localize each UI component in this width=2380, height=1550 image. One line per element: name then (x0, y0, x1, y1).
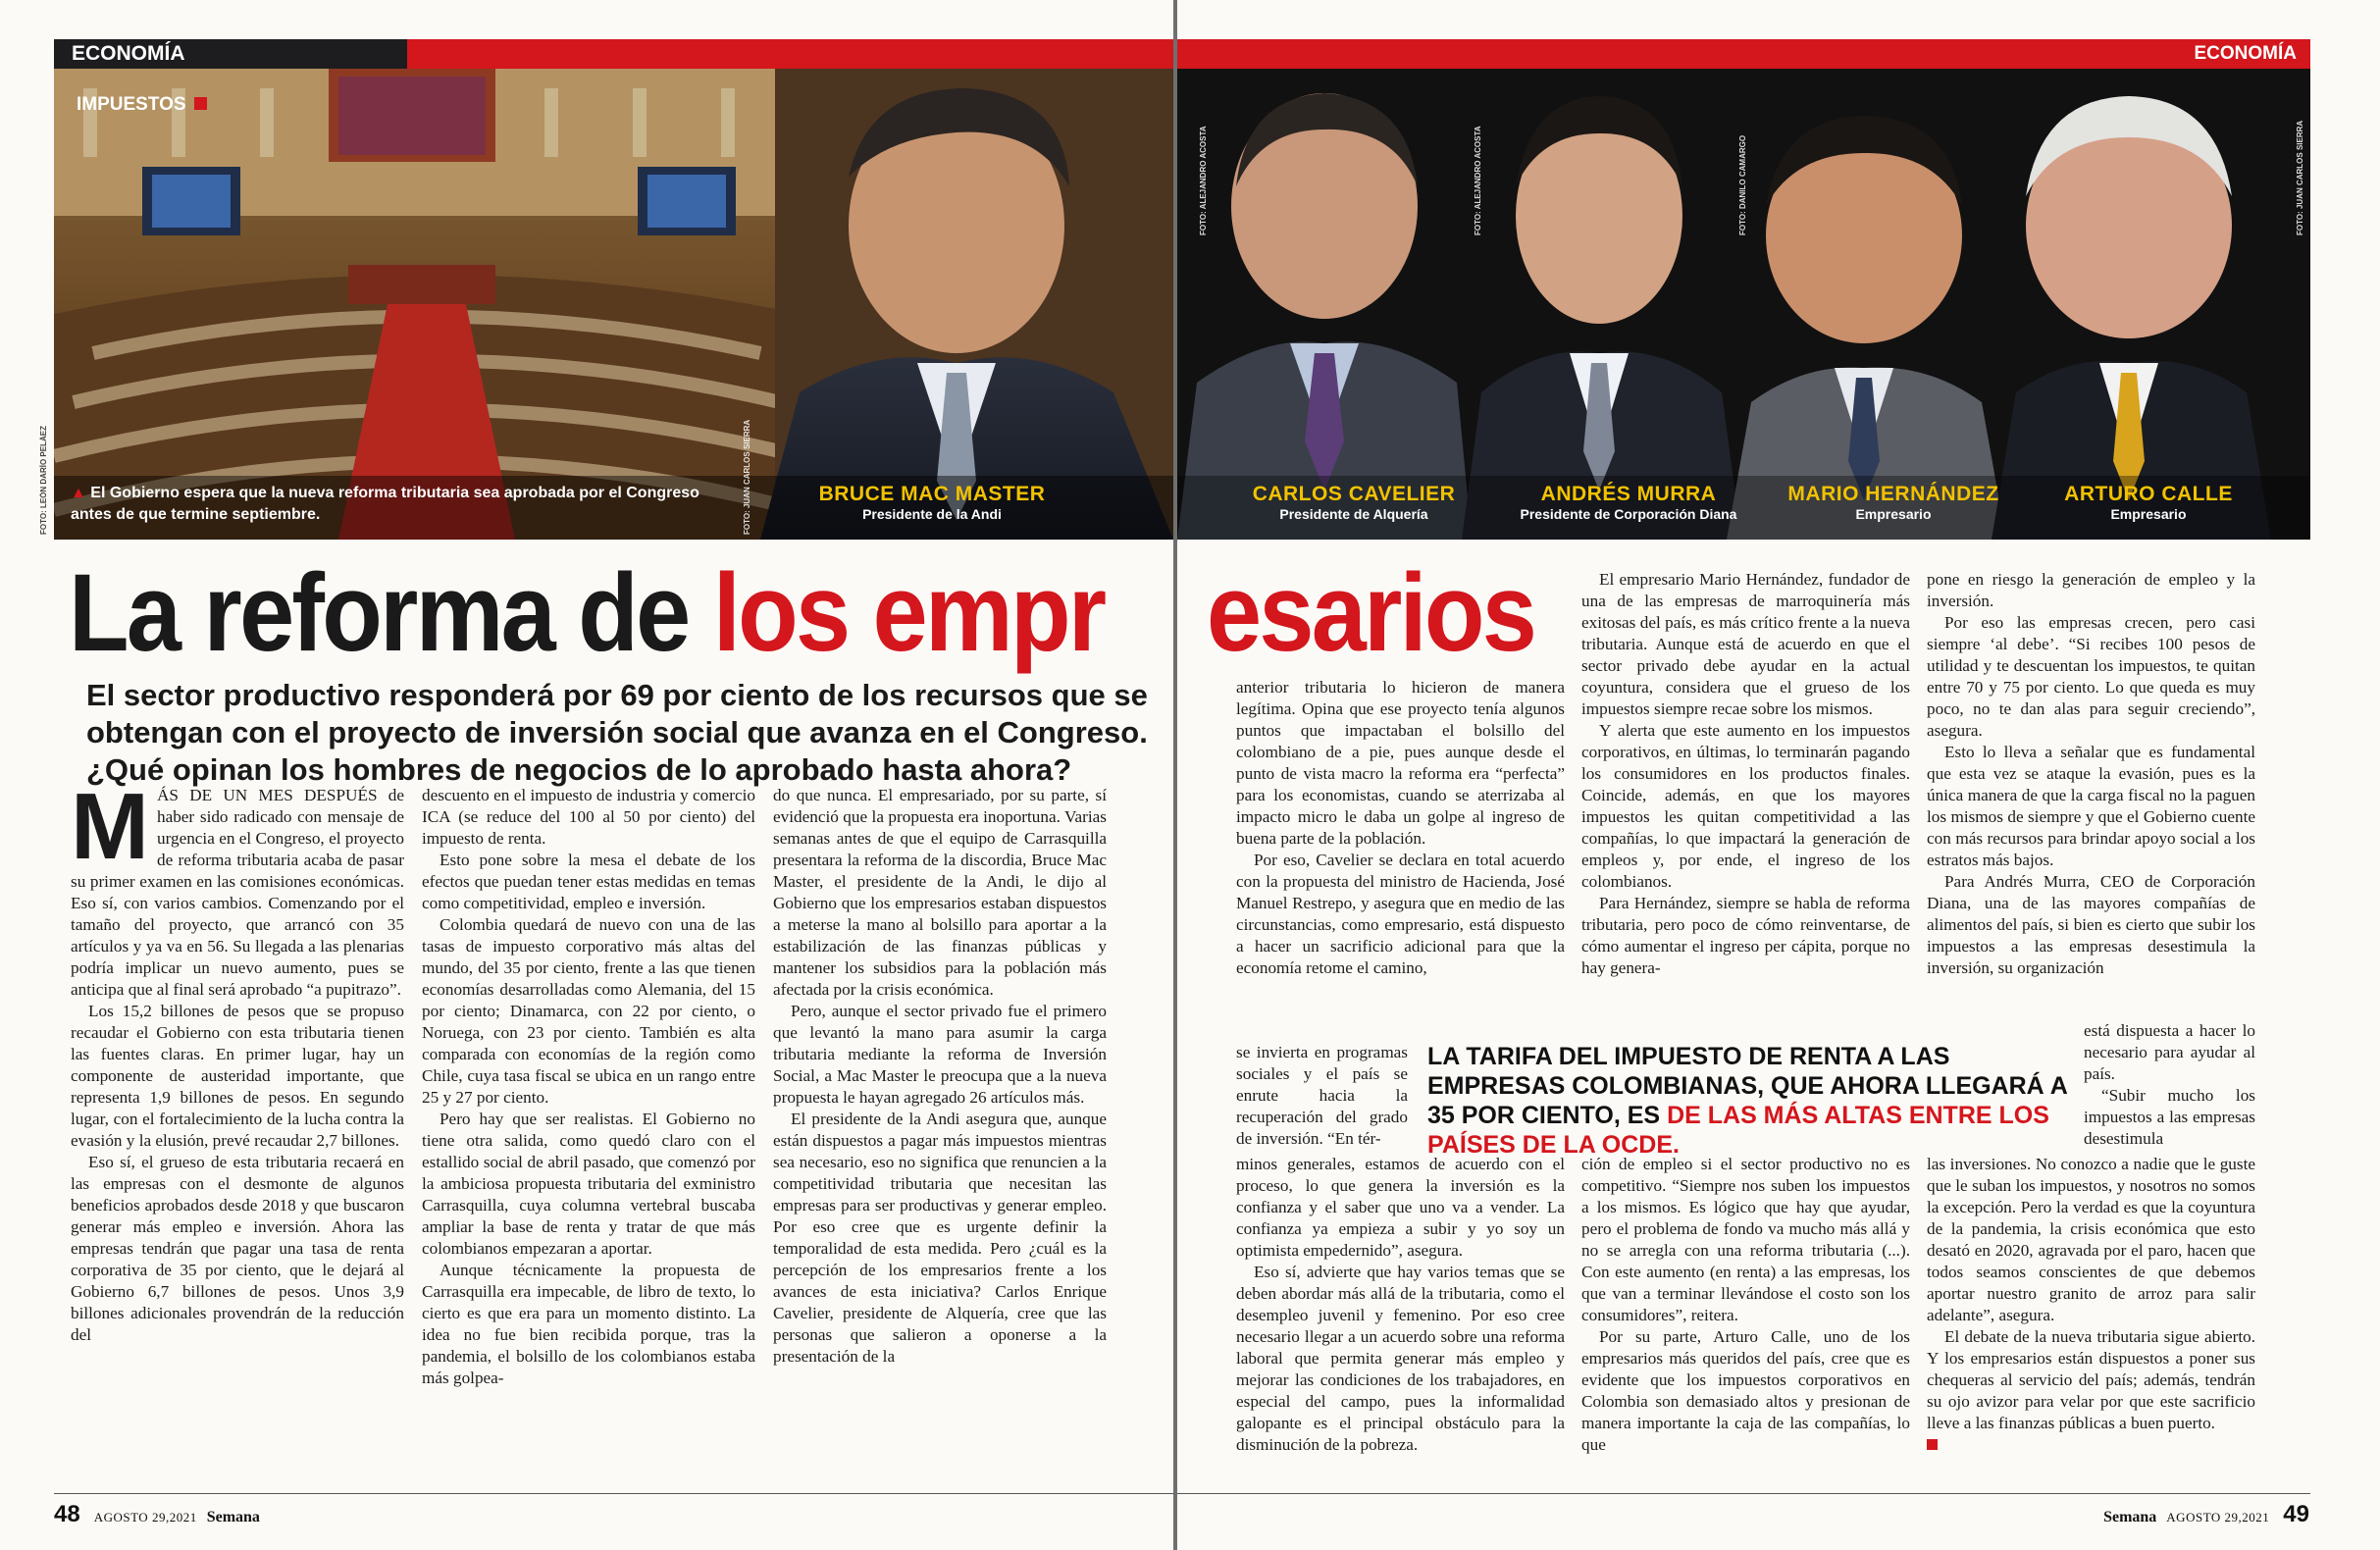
person-name: BRUCE MAC MASTER (818, 483, 1046, 505)
photo-credit: FOTO: ALEJANDRO ACOSTA (1199, 126, 1208, 235)
person-caption-cavelier (1236, 483, 1472, 522)
person-caption-mac-master (785, 483, 1079, 522)
paragraph: está dispuesta a hacer lo necesario para ayudar al país. (2084, 1021, 2255, 1083)
right-column-2-top (1581, 569, 1910, 1030)
paragraph: Pero, aunque el sector privado fue el primero que levantó la mano para asumir la carga tributaria mediante la reforma de Inversión Social, a Mac Master le preocupa que a la nueva propuesta le hayan agregado 26 artículos más. (773, 1002, 1107, 1107)
page-number: 49 (2283, 1501, 2309, 1527)
paragraph: se invierta en programas sociales y el país se enrute hacia la recuperación del grado de inversión. “En tér- (1236, 1043, 1408, 1148)
right-column-3-top (1927, 569, 2255, 1020)
photo-credit: FOTO: JUAN CARLOS SIERRA (2296, 120, 2304, 235)
photo-caption-text: El Gobierno espera que la nueva reforma tributaria sea aprobada por el Congreso antes de que termine septiembre. (71, 485, 699, 523)
person-name: ANDRÉS MURRA (1540, 483, 1717, 505)
paragraph: Aunque técnicamente la propuesta de Carrasquilla era impecable, de libro de texto, lo cierto es que era para un momento distinto. La idea no fue bien recibida porque, tras la pandemia, el bolsillo de los colombianos estaba más golpea- (422, 1261, 755, 1387)
deck: El sector productivo responderá por 69 por ciento de los recursos que se obtengan con el proyecto de inversión social que avanza en el Congreso. ¿Qué opinan los hombres de negocios de lo aprobado hasta ahora? (86, 678, 1148, 787)
paragraph: Por eso las empresas crecen, pero casi siempre ‘al debe’. “Si recibes 100 pesos de utilidad y te descuentan los impuestos, te quitan entre 70 y 75 por ciento. Lo que queda es muy poco, no te dan alas para seguir creciendo”, asegura. (1927, 613, 2255, 740)
paragraph: ción de empleo si el sector productivo no es competitivo. “Siempre nos suben los impuestos a los mismos. Es lógico que hay que ayudar, pero el problema de fondo va mucho más allá y no se arregla con una reforma tributaria (...). Con este aumento (en renta) a las empresas, los que van a terminar llevándose el costo son los consumidores”, reitera. (1581, 1155, 1910, 1324)
person-caption-murra (1496, 483, 1761, 522)
end-square-icon (1927, 1439, 1938, 1450)
right-column-3-narrow (2084, 1020, 2255, 1152)
paragraph: Eso sí, advierte que hay varios temas que se deben abordar más allá de la tributaria, como el desempleo juvenil y femenino. Por eso cree necesario llegar a un acuerdo sobre una reforma laboral que permita generar más empleo y mejorar las condiciones de los trabajadores, en especial del campo, pues la informalidad galopante es el principal obstáculo para la disminución de la pobreza. (1236, 1263, 1565, 1454)
right-page (1177, 0, 2380, 1550)
paragraph: minos generales, estamos de acuerdo con el proceso, lo que genera la inversión es la confianza y el saber que uno va a vender. La confianza ya empieza a subir y yo soy un optimista empedernido”, asegura. (1236, 1155, 1565, 1260)
paragraph: El debate de la nueva tributaria sigue abierto. Y los empresarios están dispuestos a poner sus chequeras al servicio del país; además, tendrán su ojo avizor para velar por que este sacrificio lleve a las finanzas públicas a buen puerto. (1927, 1327, 2255, 1432)
paragraph: Y alerta que este aumento en los impuestos corporativos, en últimas, lo terminarán pagando los consumidores en los productos finales. Coincide, además, en que los mayores impuestos les quitan competitividad a las compañías, lo que impactará la generación de empleos y, por ende, el ingreso de los colombianos. (1581, 721, 1910, 891)
left-page (0, 0, 1173, 1550)
left-column-2 (422, 785, 755, 1491)
right-column-3-bottom (1927, 1154, 2255, 1487)
left-column-3 (773, 785, 1107, 1491)
person-name: MARIO HERNÁNDEZ (1787, 483, 1999, 505)
page-number: 48 (54, 1501, 80, 1527)
paragraph: Por su parte, Arturo Calle, uno de los empresarios más queridos del país, cree que es evidente que los impuestos corporativos en Colombia son demasiado altos y presionan de manera importante la caja de las compañías, lo que (1581, 1327, 1910, 1454)
paragraph: Esto pone sobre la mesa el debate de los efectos que puedan tener estas medidas en temas como competitividad, empleo e inversión. (422, 851, 755, 912)
headline-red: los empr (712, 551, 1105, 674)
paragraph: Eso sí, el grueso de esta tributaria recaerá en las empresas con el desmonte de algunos beneficios aprobados desde 2018 y que buscaron generar más empleo e inversión. Ahora las empresas tendrán que pagar una tasa de renta corporativa de 35 por ciento, que le dejará al Gobierno 6,7 billones de pesos. Unos 3,9 billones adicionales provendrán de la reducción del (71, 1153, 404, 1344)
photo-credit: FOTO: ALEJANDRO ACOSTA (1474, 126, 1482, 235)
photo-credit-congress: FOTO: LEÓN DARÍO PELÁEZ (39, 426, 48, 535)
pull-quote (1427, 1042, 2075, 1160)
caption-triangle-icon: ▲ (71, 485, 86, 501)
paragraph: Por eso, Cavelier se declara en total acuerdo con la propuesta del ministro de Hacienda, José Manuel Restrepo, y asegura que en medio de las circunstancias, como empresario, está dispuesto a hacer un sacrificio adicional para que la economía retome el camino, (1236, 851, 1565, 977)
headline-black: La reforma de (69, 551, 689, 674)
headline (69, 551, 1105, 674)
headline-continued: esarios (1207, 551, 1535, 674)
footer-rule (1177, 1493, 2310, 1494)
person-role: Presidente de Alquería (1279, 506, 1428, 522)
brand: Semana (206, 1509, 260, 1525)
right-column-1-narrow (1236, 1042, 1408, 1152)
person-caption-hernandez (1776, 483, 2011, 522)
section-bar (54, 39, 407, 69)
pull-quote-black: LA TARIFA DEL IMPUESTO DE RENTA A LAS EMPRESAS COLOMBIANAS, QUE AHORA LLEGARÁ A 35 POR CIENTO, ES (1427, 1043, 2067, 1129)
person-role: Empresario (1855, 506, 1932, 522)
photo-credit: FOTO: DANILO CAMARGO (1738, 134, 1747, 235)
section-bar-red (407, 39, 1173, 69)
tag-square-icon (194, 97, 207, 110)
footer-right (2103, 1501, 2309, 1528)
paragraph: Para Andrés Murra, CEO de Corporación Diana, una de las mayores compañías de alimentos del país, si bien es cierto que subir los impuestos a las empresas desestimula la inversión, su organización (1927, 872, 2255, 977)
tag (77, 94, 207, 116)
paragraph: pone en riesgo la generación de empleo y la inversión. (1927, 570, 2255, 610)
paragraph: descuento en el impuesto de industria y comercio ICA (se reduce del 100 al 50 por ciento) del impuesto de renta. (422, 786, 755, 848)
photo-credit-portrait: FOTO: JUAN CARLOS SIERRA (743, 419, 751, 535)
tag-label: IMPUESTOS (77, 94, 186, 115)
person-caption-calle (2041, 483, 2256, 522)
footer-rule (54, 1493, 1173, 1494)
person-name: CARLOS CAVELIER (1252, 483, 1456, 505)
paragraph: “Subir mucho los impuestos a las empresas desestimula (2084, 1086, 2255, 1148)
paragraph: El presidente de la Andi asegura que, aunque están dispuestos a pagar más impuestos mientras sea necesario, eso no significa que renuncien a la competitividad tributaria que necesitan las empresas para ser productivas y generar empleo. Por eso cree que es urgente definir la temporalidad de esta medida. Pero ¿cuál es la percepción de los empresarios frente a los avances de esta iniciativa? Carlos Enrique Cavelier, presidente de Alquería, cree que las personas que salieron a oponerse a la presentación de la (773, 1110, 1107, 1366)
page-date: AGOSTO 29,2021 (2166, 1510, 2270, 1524)
right-column-1-bottom (1236, 1154, 1565, 1487)
dropcap: M (71, 785, 149, 879)
brand: Semana (2103, 1509, 2157, 1525)
person-role: Empresario (2110, 506, 2187, 522)
paragraph: Para Hernández, siempre se habla de reforma tributaria, pero poco de cómo reinventarse, de cómo aumentar el ingreso per cápita, porque no hay genera- (1581, 894, 1910, 977)
congress-photo (54, 69, 1173, 540)
section-label: ECONOMÍA (2194, 43, 2297, 64)
person-name: ARTURO CALLE (2064, 483, 2233, 505)
section-bar-red (1177, 39, 2310, 69)
left-column-1 (71, 785, 404, 1491)
page-date: AGOSTO 29,2021 (93, 1510, 197, 1524)
paragraph: ÁS DE UN MES DESPUÉS de haber sido radicado con mensaje de urgencia en el Congreso, el proyecto de reforma tributaria acaba de pasar su primer examen en las comisiones económicas. Eso sí, con varios cambios. Comenzando por el tamaño del proyecto, que arrancó con 35 artículos y ya va en 56. Su llegada a las plenarias podría implicar un nuevo aumento, pues se anticipa que al final será aprobado “a pupitrazo”. (71, 786, 404, 999)
paragraph: do que nunca. El empresariado, por su parte, sí evidenció que la propuesta era inoportuna. Varias semanas antes de que el equipo de Carrasquilla presentara la reforma de la discordia, Bruce Mac Master, el presidente de la Andi, le dijo al Gobierno que los empresarios estaban dispuestos a meterse la mano al bolsillo para aportar a la estabilización de las finanzas públicas y mantener los subsidios para la población más afectada por la crisis económica. (773, 786, 1107, 999)
paragraph: Pero hay que ser realistas. El Gobierno no tiene otra salida, como quedó claro con el estallido social de abril pasado, que comenzó por la ambiciosa propuesta tributaria del exministro Carrasquilla, cuya columna vertebral buscaba ampliar la base de renta y tratar de que más colombianos empezaran a aportar. (422, 1110, 755, 1258)
pull-quote-red: DE LAS MÁS ALTAS ENTRE LOS PAÍSES DE LA OCDE. (1427, 1102, 2049, 1159)
congress-illustration (54, 69, 1173, 540)
person-role: Presidente de Corporación Diana (1520, 506, 1737, 522)
footer-left (54, 1501, 260, 1528)
paragraph: Colombia quedará de nuevo con una de las tasas de impuesto corporativo más altas del mundo, del 35 por ciento, frente a las que tienen economías desarrolladas como Alemania, del 15 por ciento; Dinamarca, con 22 por ciento, o Noruega, con 23 por ciento. También es alta comparada con economías de la región como Chile, cuya tasa fiscal se ubica en un rango entre 25 y 27 por ciento. (422, 915, 755, 1107)
paragraph: El empresario Mario Hernández, fundador de una de las empresas de marroquinería más exitosas del país, es más crítico frente a la nueva tributaria. Aunque está de acuerdo en que el sector privado debe ayudar en la actual coyuntura, considera que el grueso de los impuestos siempre recae sobre los mismos. (1581, 570, 1910, 718)
photo-caption (71, 483, 718, 526)
right-column-1-top (1236, 677, 1565, 1042)
section-label: ECONOMÍA (72, 42, 185, 65)
person-role: Presidente de la Andi (862, 506, 1002, 522)
paragraph: Esto lo lleva a señalar que es fundamental que esta vez se ataque la evasión, pues es la única manera de que la carga fiscal no la paguen los mismos de siempre y que el Gobierno cuente con más recursos para brindar apoyo social a los estratos más bajos. (1927, 743, 2255, 869)
paragraph: las inversiones. No conozco a nadie que le guste que le suban los impuestos, y nosotros no somos la excepción. Pero la verdad es que la coyuntura de la pandemia, la crisis económica que esto desató en 2020, agravada por el paro, hacen que todos seamos conscientes de que debemos aportar nuestro granito de arroz para salir adelante”, asegura. (1927, 1155, 2255, 1324)
paragraph: anterior tributaria lo hicieron de manera legítima. Opina que ese proyecto tenía algunos puntos que impactaban el bolsillo del colombiano de a pie, pues aunque desde el punto de vista macro la reforma era “perfecta” para los economistas, cuando se aterrizaba al impacto micro le daba un golpe al ingreso de buena parte de la población. (1236, 678, 1565, 848)
right-column-2-bottom (1581, 1154, 1910, 1487)
paragraph: Los 15,2 billones de pesos que se propuso recaudar el Gobierno con esta tributaria tienen las fuentes claras. En primer lugar, hay un componente de austeridad importante, que representa 1,9 billones de pesos. En segundo lugar, con el fortalecimiento de la lucha contra la evasión y la elusión, prevé recaudar 2,7 billones. (71, 1002, 404, 1150)
